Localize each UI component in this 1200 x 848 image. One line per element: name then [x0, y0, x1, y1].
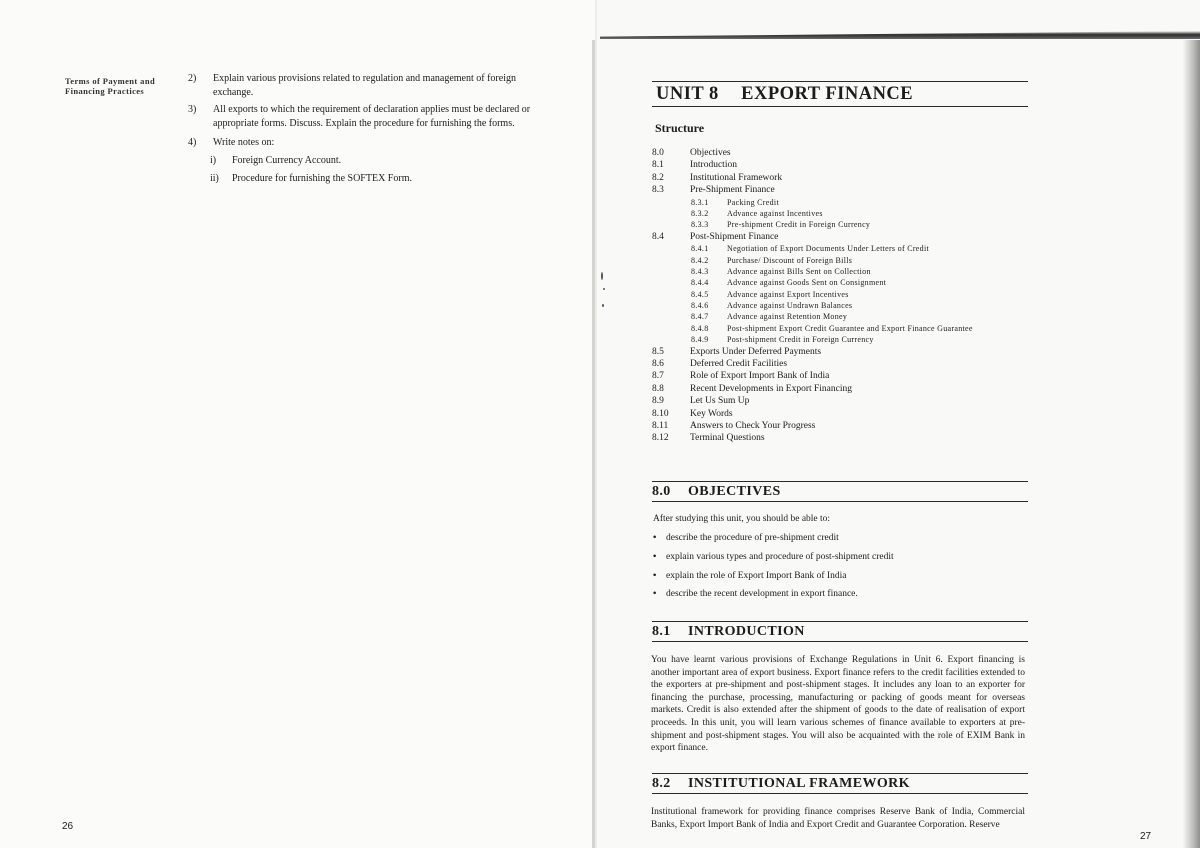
toc-number: 8.12: [652, 433, 669, 444]
question-number: 3): [188, 104, 197, 115]
toc-number: 8.1: [652, 160, 664, 171]
question-text: Explain various provisions related to regulation and management of foreign exchange.: [213, 73, 516, 98]
introduction-paragraph: You have learnt various provisions of Exchange Regulations in Unit 6. Export financing is another important area of export business. Export finance refers to the credit facilities extended to the exporters at pre-shipment and post-shipment stages. It includes any loan to an exporter for financing the purchase, processing, manufacturing or packing of goods meant for overseas markets. Credit is also extended after the shipment of goods to the date of realisation of export proceeds. In this unit, you will learn various schemes of finance available to exporters at pre-shipment and post-shipment stages. You will also be acquainted with the role of EXIM Bank in export finance.: [651, 655, 1025, 754]
toc-number: 8.4.9: [691, 335, 709, 345]
question-text: All exports to which the requirement of declaration applies must be declared or appropriate forms. Discuss. Explain the procedure for furnishing the forms.: [213, 104, 531, 129]
sub-item-number: ii): [210, 173, 219, 184]
toc-title: Advance against Retention Money: [727, 312, 848, 322]
toc-number: 8.11: [652, 420, 669, 431]
toc-title: Advance against Incentives: [727, 208, 823, 218]
toc-title: Purchase/ Discount of Foreign Bills: [727, 255, 853, 265]
running-head: [65, 76, 175, 96]
toc-entry: [652, 433, 1012, 445]
toc-number: 8.4.6: [691, 301, 709, 311]
question-number: 4): [188, 137, 197, 148]
toc-title: Post-Shipment Finance: [690, 231, 779, 242]
section-heading-introduction: [652, 624, 805, 640]
toc-number: 8.3.1: [691, 197, 709, 207]
section-heading-objectives: [652, 484, 781, 500]
toc-number: 8.3: [652, 185, 664, 196]
title-rule-top: [652, 81, 1028, 82]
toc-title: Recent Developments in Export Financing: [690, 383, 852, 394]
scan-edge-right: [1183, 40, 1200, 848]
scan-speck: [602, 304, 604, 307]
toc-title: Packing Credit: [727, 197, 779, 207]
toc-entry: [652, 347, 1012, 359]
toc-title: Pre-shipment Credit in Foreign Currency: [727, 220, 871, 230]
toc-number: 8.2: [652, 172, 664, 183]
toc-subentry: [652, 312, 1012, 323]
toc-subentry: [652, 335, 1012, 346]
unit-label: UNIT 8: [656, 84, 719, 104]
section-heading-institutional: [652, 776, 910, 792]
sub-item-text: Procedure for furnishing the SOFTEX Form.: [232, 173, 412, 184]
toc-title: Exports Under Deferred Payments: [690, 346, 822, 357]
running-head-line: Financing Practices: [65, 86, 145, 96]
toc-entry: [652, 384, 1012, 396]
section-rule-bottom: [652, 501, 1028, 502]
toc-subentry: [652, 220, 1012, 231]
bullet-icon: •: [653, 589, 657, 599]
toc-title: Introduction: [690, 160, 737, 171]
toc-title: Negotiation of Export Documents Under Letters of Credit: [727, 244, 930, 254]
toc-number: 8.4: [652, 231, 664, 242]
objective-bullet: [653, 589, 858, 599]
section-number: 8.1: [652, 624, 671, 639]
section-rule-bottom: [652, 793, 1028, 794]
toc-subentry: [652, 278, 1012, 289]
toc-number: 8.3.2: [691, 208, 709, 218]
toc-title: Post-shipment Credit in Foreign Currency: [727, 335, 874, 345]
objective-bullet: [653, 552, 894, 562]
toc-subentry: [652, 256, 1012, 267]
toc-number: 8.6: [652, 359, 664, 370]
question-number: 2): [188, 73, 197, 84]
toc-title: Let Us Sum Up: [690, 396, 750, 407]
toc-number: 8.4.7: [691, 312, 709, 322]
toc-title: Institutional Framework: [690, 172, 783, 183]
title-rule-bottom: [652, 106, 1028, 107]
toc-number: 8.4.5: [691, 289, 709, 299]
sub-item-text: Foreign Currency Account.: [232, 155, 342, 166]
toc-entry: [652, 396, 1012, 408]
toc-number: 8.4.3: [691, 266, 709, 276]
toc-subentry: [652, 324, 1012, 335]
toc-title: Answers to Check Your Progress: [690, 420, 816, 431]
objective-text: describe the recent development in export finance.: [666, 589, 858, 599]
toc-entry: [652, 359, 1012, 371]
toc-entry: [652, 160, 1012, 172]
bullet-icon: •: [653, 571, 657, 581]
objectives-lead: After studying this unit, you should be able to:: [653, 514, 831, 524]
section-title: OBJECTIVES: [688, 484, 781, 499]
section-number: 8.0: [652, 484, 671, 499]
toc-entry: [652, 421, 1012, 433]
sub-item-number: i): [210, 155, 217, 166]
toc-title: Key Words: [690, 408, 733, 419]
toc-title: Post-shipment Export Credit Guarantee and Export Finance Guarantee: [727, 323, 973, 333]
structure-heading: Structure: [655, 121, 705, 135]
toc-entry: [652, 173, 1012, 185]
objective-text: describe the procedure of pre-shipment credit: [666, 533, 839, 543]
question-text: Write notes on:: [213, 137, 275, 148]
page-number: 27: [1140, 831, 1152, 842]
toc-subentry: [652, 209, 1012, 220]
section-rule-top: [652, 481, 1028, 482]
toc-title: Role of Export Import Bank of India: [690, 371, 830, 382]
toc-title: Advance against Bills Sent on Collection: [727, 266, 871, 276]
toc-subentry: [652, 301, 1012, 312]
toc-number: 8.5: [652, 346, 664, 357]
section-number: 8.2: [652, 776, 671, 791]
scan-speck: [601, 272, 603, 280]
section-rule-top: [652, 621, 1028, 622]
toc-number: 8.4.8: [691, 323, 709, 333]
objective-bullet: [653, 533, 839, 543]
toc-number: 8.4.4: [691, 278, 709, 288]
toc-entry: [652, 148, 1012, 160]
toc-title: Advance against Export Incentives: [727, 289, 849, 299]
toc-number: 8.4.2: [691, 255, 709, 265]
toc-number: 8.10: [652, 408, 669, 419]
toc-number: 8.8: [652, 383, 664, 394]
running-head-line: Terms of Payment and: [65, 76, 156, 86]
toc-entry: [652, 371, 1012, 383]
toc-title: Objectives: [690, 148, 731, 158]
toc-title: Advance against Undrawn Balances: [727, 301, 853, 311]
institutional-paragraph: Institutional framework for providing finance comprises Reserve Bank of India, Commercial Banks, Export Import Bank of India and Export Credit and Guarantee Corporation. Reserve: [651, 807, 1025, 830]
bullet-icon: •: [653, 552, 657, 562]
section-title: INSTITUTIONAL FRAMEWORK: [688, 776, 910, 791]
toc-subentry: [652, 244, 1012, 255]
objective-text: explain various types and procedure of post-shipment credit: [666, 552, 894, 562]
book-gutter-shadow: [595, 0, 597, 848]
table-of-contents: [652, 148, 1012, 446]
scan-speck: [603, 288, 605, 290]
toc-entry: [652, 185, 1012, 197]
toc-number: 8.4.1: [691, 244, 709, 254]
page-number: 26: [62, 821, 74, 832]
toc-entry: [652, 409, 1012, 421]
toc-title: Deferred Credit Facilities: [690, 359, 788, 370]
toc-number: 8.9: [652, 396, 664, 407]
toc-entry: [652, 232, 1012, 244]
section-rule-bottom: [652, 641, 1028, 642]
toc-title: Advance against Goods Sent on Consignment: [727, 278, 887, 288]
toc-subentry: [652, 290, 1012, 301]
toc-subentry: [652, 267, 1012, 278]
objective-text: explain the role of Export Import Bank of India: [666, 571, 847, 581]
toc-number: 8.3.3: [691, 220, 709, 230]
toc-number: 8.0: [652, 148, 664, 158]
toc-title: Pre-Shipment Finance: [690, 185, 775, 196]
section-title: INTRODUCTION: [688, 624, 805, 639]
bullet-icon: •: [653, 533, 657, 543]
toc-title: Terminal Questions: [690, 433, 765, 444]
unit-name: EXPORT FINANCE: [741, 84, 914, 104]
objective-bullet: [653, 571, 846, 581]
toc-number: 8.7: [652, 371, 664, 382]
unit-title: [656, 84, 913, 105]
section-rule-top: [652, 773, 1028, 774]
toc-subentry: [652, 198, 1012, 209]
